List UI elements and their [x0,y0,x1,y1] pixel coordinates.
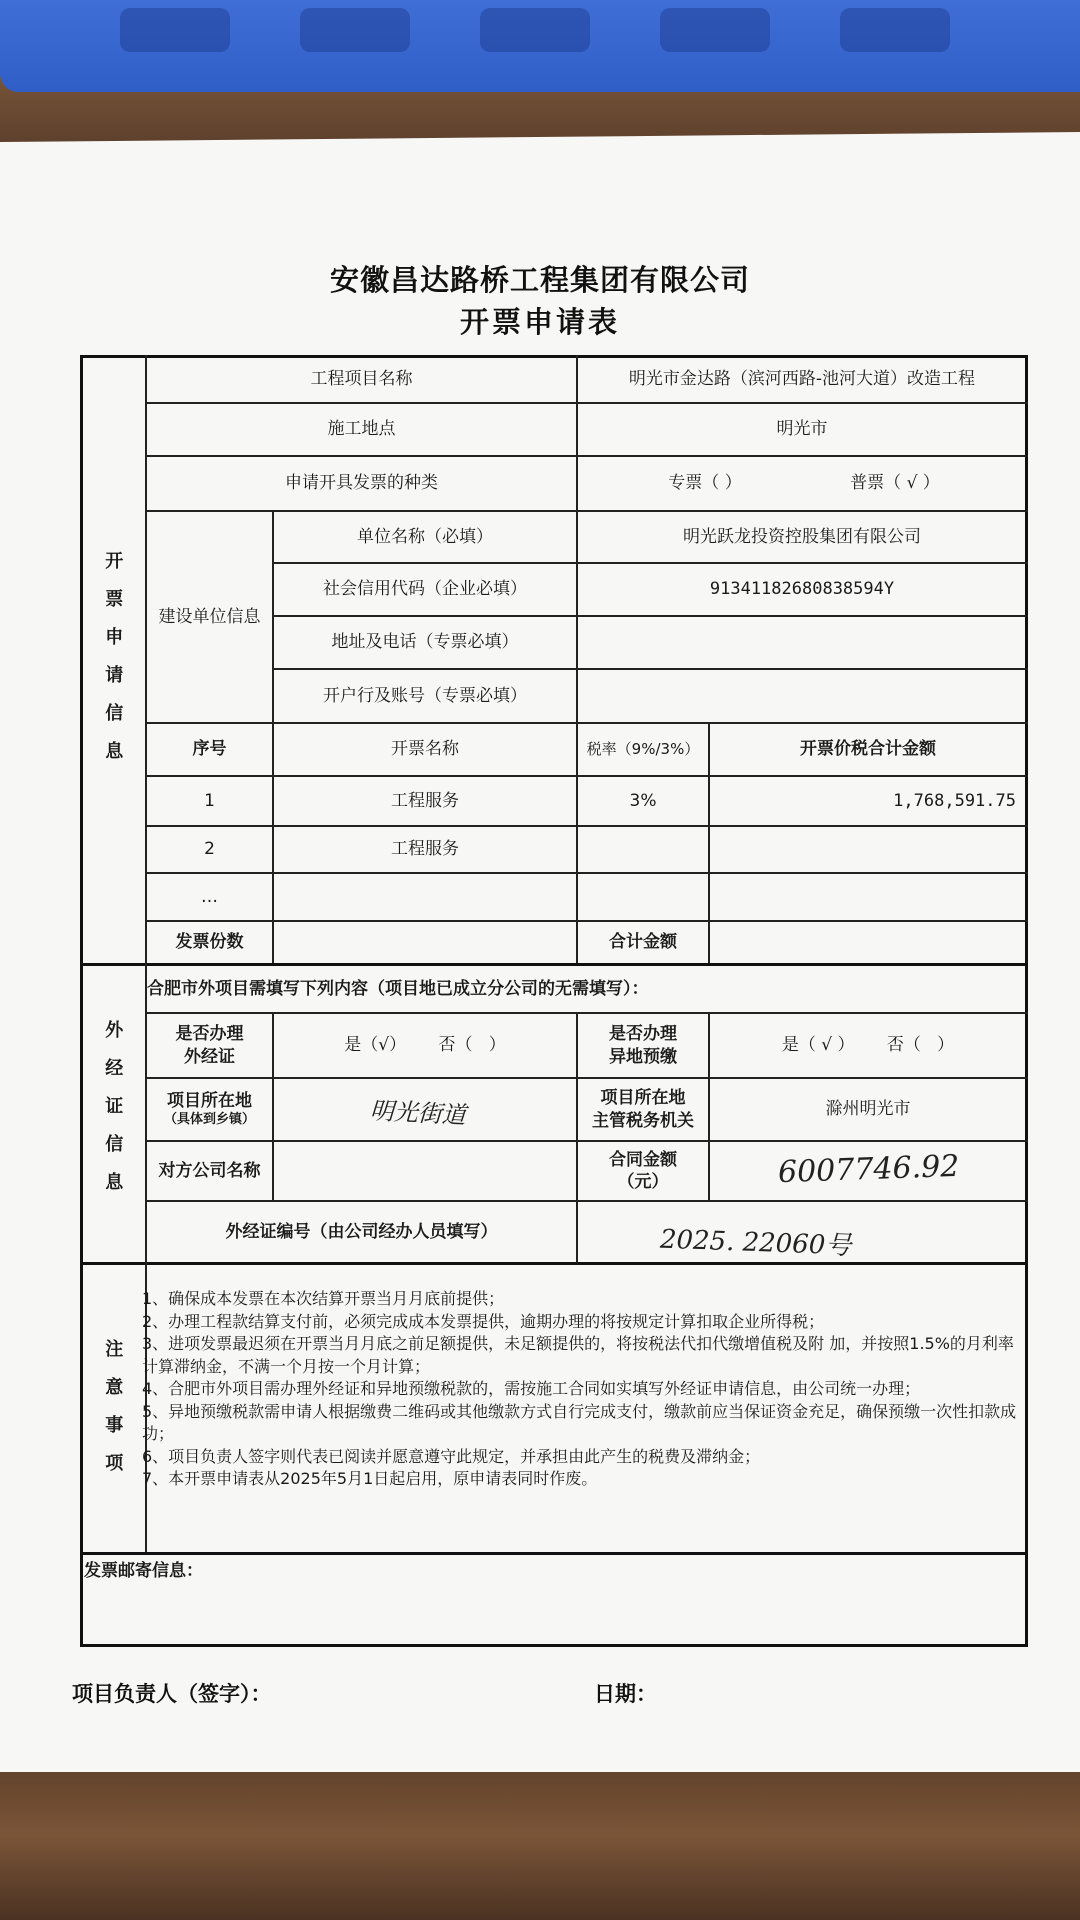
row-tax-rate: 3% [629,790,657,811]
project-location-handwritten: 明光街道 [369,1096,467,1130]
row-amount: 1,768,591.75 [893,790,1016,811]
company-title: 安徽昌达路桥工程集团有限公司 [329,263,750,297]
permit-number-handwritten: 2025. 22060号 [659,1224,852,1262]
permit-number-label: 外经证编号（由公司经办人员填写） [225,1221,498,1242]
form-title: 开票申请表 [459,305,620,339]
tray-slot [840,8,950,52]
note-item: 3、进项发票最迟须在开票当月月底之前足额提供，未足额提供的，将按税法代扣代缴增值税及附 加，并按照1.5%的月利率计算滞纳金，不满一个月按一个月计算； [142,1334,1014,1376]
grid-line [145,872,1028,874]
tray-slot [480,8,590,52]
project-name-value: 明光市金达路（滨河西路-池河大道）改造工程 [628,369,976,390]
note-item: 4、合肥市外项目需办理外经证和异地预缴税款的，需按施工合同如实填写外经证申请信息，由公司统一办理； [142,1379,921,1398]
section-label-invoice: 开票申请信息 [102,551,124,779]
row-invoice-name: 工程服务 [391,790,459,811]
note-item: 7、本开票申请表从2025年5月1日起启用，原申请表同时作废。 [142,1469,598,1488]
project-location-sub: （具体到乡镇） [163,1112,255,1128]
project-name-label: 工程项目名称 [310,369,413,390]
blue-tray [0,0,1080,92]
tray-slot [120,8,230,52]
project-location-label-cell [147,1079,272,1140]
address-label: 地址及电话（专票必填） [331,632,519,653]
contract-amount-handwritten: 6007746.92 [777,1148,960,1191]
desk-surface-bottom [0,1750,1080,1920]
credit-code-label: 社会信用代码（企业必填） [323,579,527,600]
invoice-count-label: 发票份数 [175,932,244,953]
tray-slot [300,8,410,52]
tax-authority-label: 项目所在地 主管税务机关 [592,1088,694,1131]
signer-label: 项目负责人（签字）： [72,1682,272,1706]
tray-slot [660,8,770,52]
header-invoice-name: 开票名称 [391,739,459,760]
normal-invoice-option: 普票（ √ ） [850,473,940,494]
bank-label: 开户行及账号（专票必填） [323,685,527,706]
row-invoice-name: 工程服务 [391,839,459,860]
section-label-notes: 注意事项 [102,1339,124,1491]
prepay-value: 是（ √ ） 否（ ） [781,1035,955,1056]
builder-group-label: 建设单位信息 [158,606,261,627]
total-amount-label: 合计金额 [609,932,677,953]
note-item: 1、确保成本发票在本次结算开票当月月底前提供； [142,1289,505,1308]
header-no: 序号 [192,739,227,760]
prepay-label: 是否办理 异地预缴 [609,1024,677,1067]
divider-notes [80,1262,1028,1265]
contract-amount-label: 合同金额 （元） [609,1149,677,1192]
mail-info-label: 发票邮寄信息： [84,1560,203,1581]
notes-list [142,1288,1022,1491]
invoice-type-label: 申请开具发票的种类 [285,473,438,494]
date-label: 日期： [594,1682,657,1706]
counterparty-label: 对方公司名称 [158,1160,261,1181]
header-tax-rate: 税率（9%/3%） [586,739,700,758]
section-label-permit: 外经证信息 [102,1020,124,1210]
unit-name-label: 单位名称（必填） [357,526,493,547]
special-invoice-option: 专票（ ） [668,473,742,494]
project-location-label: 项目所在地 [167,1091,252,1111]
note-item: 2、办理工程款结算支付前，必须完成成本发票提供，逾期办理的将按规定计算扣取企业所得税； [142,1311,825,1331]
divider-mail [80,1552,1028,1555]
row-no-ellipsis: … [201,886,218,907]
header-amount: 开票价税合计金额 [800,739,936,760]
location-value: 明光市 [776,419,828,440]
location-label: 施工地点 [327,419,396,440]
need-permit-label: 是否办理 外经证 [175,1024,244,1067]
permit-intro: 合肥市外项目需填写下列内容（项目地已成立分公司的无需填写）： [147,978,649,999]
unit-name-value: 明光跃龙投资控股集团有限公司 [683,526,921,547]
row-no: 2 [204,839,215,860]
row-no: 1 [204,790,215,811]
note-item: 5、异地预缴税款需申请人根据缴费二维码或其他缴款方式自行完成支付，缴款前应当保证资金充足，确保预缴一次性扣款成功； [142,1401,1017,1443]
credit-code-value: 91341182680838594Y [709,579,895,600]
tax-authority-value: 滁州明光市 [825,1099,911,1120]
note-item: 6、项目负责人签字则代表已阅读并愿意遵守此规定，并承担由此产生的税费及滞纳金； [142,1446,761,1466]
need-permit-value: 是（√） 否（ ） [344,1035,506,1056]
